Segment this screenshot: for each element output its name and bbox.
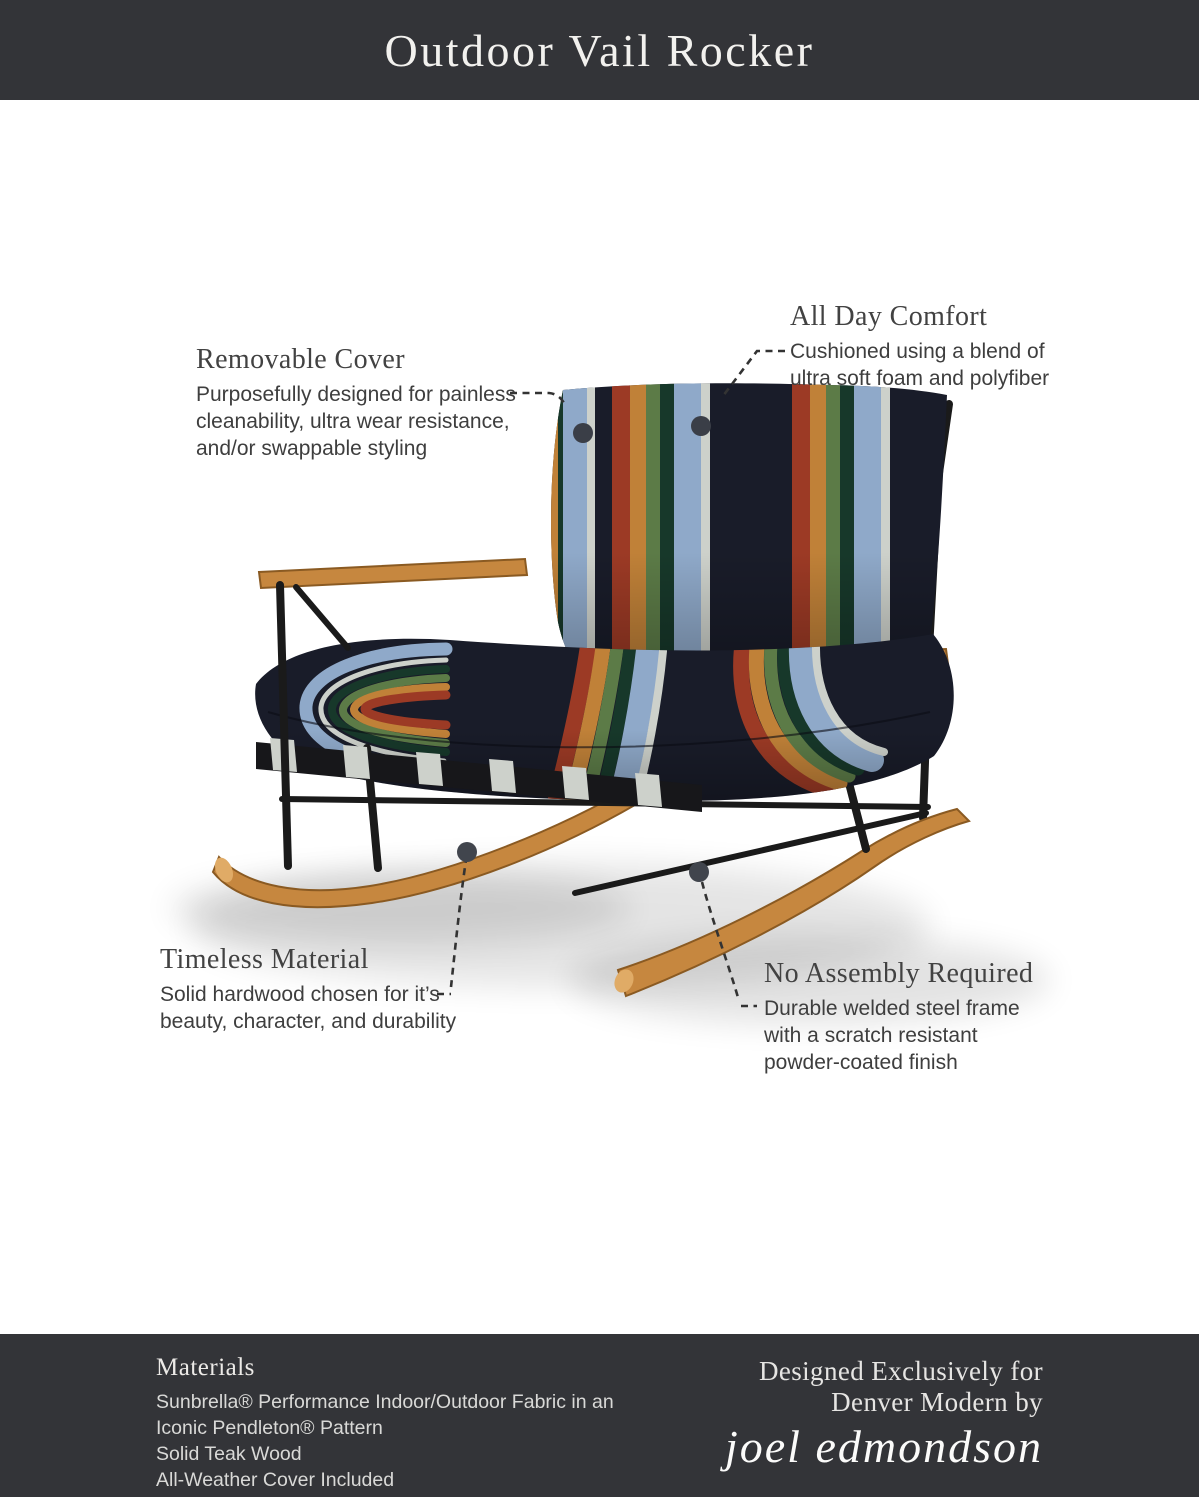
callout-line: Cushioned using a blend of — [790, 340, 1045, 363]
callout-line: beauty, character, and durability — [160, 1010, 457, 1033]
anchor-dot-rocker — [457, 842, 477, 862]
callout-no-assembly — [764, 958, 1033, 1076]
designer-signature: joel edmondson — [724, 1421, 1043, 1472]
page-title: Outdoor Vail Rocker — [384, 24, 815, 76]
callout-line: ultra soft foam and polyfiber — [790, 367, 1050, 390]
callout-removable-cover — [196, 344, 516, 462]
materials-line: Iconic Pendleton® Pattern — [156, 1417, 383, 1439]
designer-line: Designed Exclusively for — [758, 1356, 1043, 1386]
front-left-leg — [280, 585, 288, 866]
materials-heading: Materials — [156, 1354, 255, 1381]
anchor-dot-frame — [689, 862, 709, 882]
designer-block — [725, 1356, 1043, 1474]
callout-line: Purposefully designed for painless — [196, 383, 516, 406]
callout-line: powder-coated finish — [764, 1051, 958, 1074]
callout-line: Durable welded steel frame — [764, 997, 1020, 1020]
left-arm-brace — [296, 587, 348, 648]
connector-removable-cover — [510, 393, 564, 403]
cushion-button-left — [573, 423, 593, 443]
callout-line: and/or swappable styling — [196, 437, 428, 460]
materials-line: Solid Teak Wood — [156, 1443, 302, 1465]
callout-line: with a scratch resistant — [764, 1024, 978, 1047]
callout-timeless-material — [160, 944, 456, 1035]
callout-heading: Removable Cover — [196, 344, 405, 375]
callout-heading: No Assembly Required — [764, 958, 1034, 989]
materials-block — [156, 1354, 614, 1493]
materials-line: All-Weather Cover Included — [156, 1469, 395, 1491]
callout-line: Solid hardwood chosen for it’s — [160, 983, 440, 1006]
designer-line: Denver Modern by — [831, 1387, 1043, 1417]
callout-heading: All Day Comfort — [790, 301, 988, 332]
callout-all-day-comfort — [790, 301, 1049, 392]
callout-heading: Timeless Material — [160, 944, 369, 975]
footer-bar — [0, 1334, 1199, 1497]
cushion-button-right — [691, 416, 711, 436]
materials-line: Sunbrella® Performance Indoor/Outdoor Fabric in an — [156, 1391, 614, 1413]
callout-line: cleanability, ultra wear resistance, — [196, 410, 510, 433]
